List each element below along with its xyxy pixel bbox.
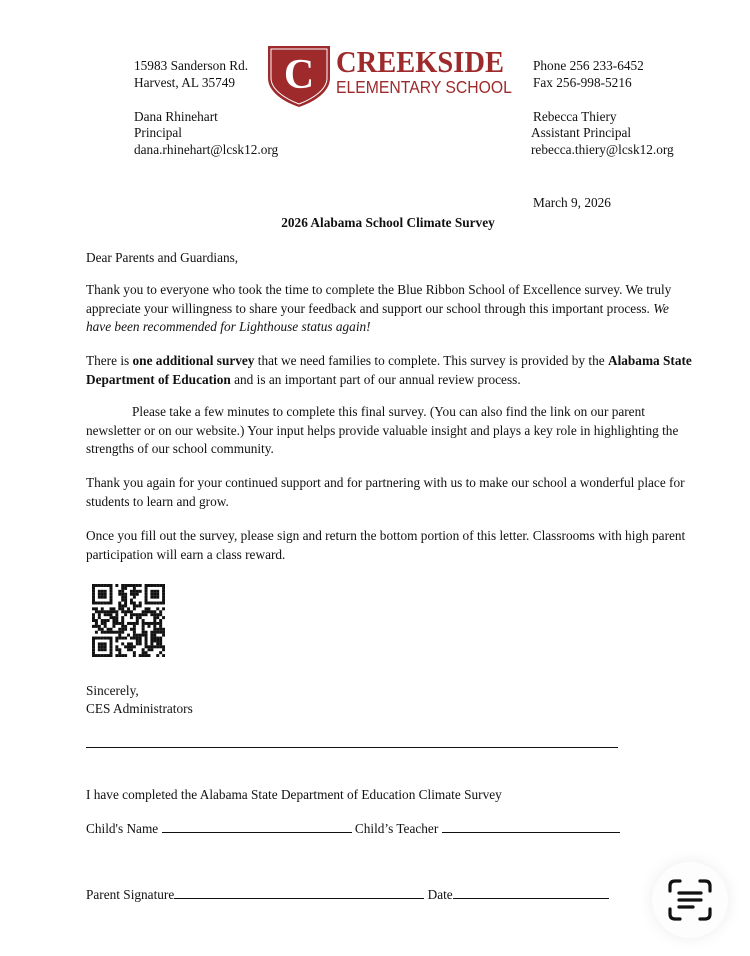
principal-name: Dana Rhinehart (134, 109, 218, 124)
paragraph-instructions: Please take a few minutes to complete this final survey. (You can also find the link on our parent newsletter or on our website.) Your input helps provide valuable insight and plays a key role in highlighting the strengths of our school community. (86, 404, 679, 457)
survey-qr-code[interactable] (92, 584, 165, 657)
paragraph-thanks (86, 281, 692, 337)
fax: Fax 256-998-5216 (533, 75, 632, 90)
assistant-principal-email[interactable]: rebecca.thiery@lcsk12.org (531, 142, 674, 157)
emphasis: one additional survey (132, 353, 255, 368)
date-field[interactable] (453, 886, 609, 899)
greeting: Dear Parents and Guardians, (86, 250, 239, 265)
principal-email[interactable]: dana.rhinehart@lcsk12.org (134, 142, 279, 157)
paragraph-text: and is an important part of our annual review process. (230, 371, 521, 387)
child-teacher-label: Child’s Teacher (354, 821, 439, 836)
svg-text:C: C (283, 52, 315, 98)
logo-title: CREEKSIDE (336, 44, 505, 79)
signature: CES Administrators (86, 701, 193, 716)
school-logo (266, 44, 512, 108)
date-label: Date (427, 887, 453, 902)
paragraph-return: Once you fill out the survey, please sign and return the bottom portion of this letter. Classrooms with high parent participation will earn a class reward. (86, 528, 686, 562)
child-row (86, 820, 620, 837)
logo-subtitle: ELEMENTARY SCHOOL (336, 77, 512, 97)
parent-signature-label: Parent Signature (86, 887, 175, 902)
closing: Sincerely, (86, 683, 139, 698)
paragraph-additional-survey (86, 352, 692, 389)
child-teacher-field[interactable] (442, 820, 620, 833)
lighthouse-note: We have been recommended for Lighthouse status again! (86, 300, 669, 335)
signature-row (86, 886, 609, 903)
letter-title: 2026 Alabama School Climate Survey (281, 215, 495, 230)
emphasis: Alabama State Department of Education (86, 353, 692, 387)
paragraph-text: There is (86, 353, 133, 368)
paragraph-text: Thank you to everyone who took the time to complete the Blue Ribbon School of Excellence survey. We truly appreciate your willingness to share your feedback and support our school through this important process. (86, 282, 672, 316)
letter-date: March 9, 2026 (533, 195, 611, 210)
child-name-label: Child's Name (86, 821, 159, 836)
phone: Phone 256 233-6452 (533, 58, 644, 73)
parent-signature-field[interactable] (174, 886, 424, 899)
child-name-field[interactable] (162, 820, 352, 833)
address-line-1: 15983 Sanderson Rd. (134, 58, 249, 73)
assistant-principal-title: Assistant Principal (531, 125, 632, 140)
live-text-scan-icon (652, 862, 728, 938)
cut-line (86, 747, 618, 748)
assistant-principal-name: Rebecca Thiery (533, 109, 617, 124)
completion-statement: I have completed the Alabama State Department of Education Climate Survey (86, 787, 502, 802)
paragraph-text: that we need families to complete. This survey is provided by the (254, 353, 608, 368)
live-text-scan-button[interactable] (652, 862, 728, 938)
principal-title: Principal (134, 125, 183, 140)
paragraph-appreciation: Thank you again for your continued support and for partnering with us to make our school a wonderful place for students to learn and grow. (86, 475, 685, 509)
address-line-2: Harvest, AL 35749 (134, 75, 236, 90)
